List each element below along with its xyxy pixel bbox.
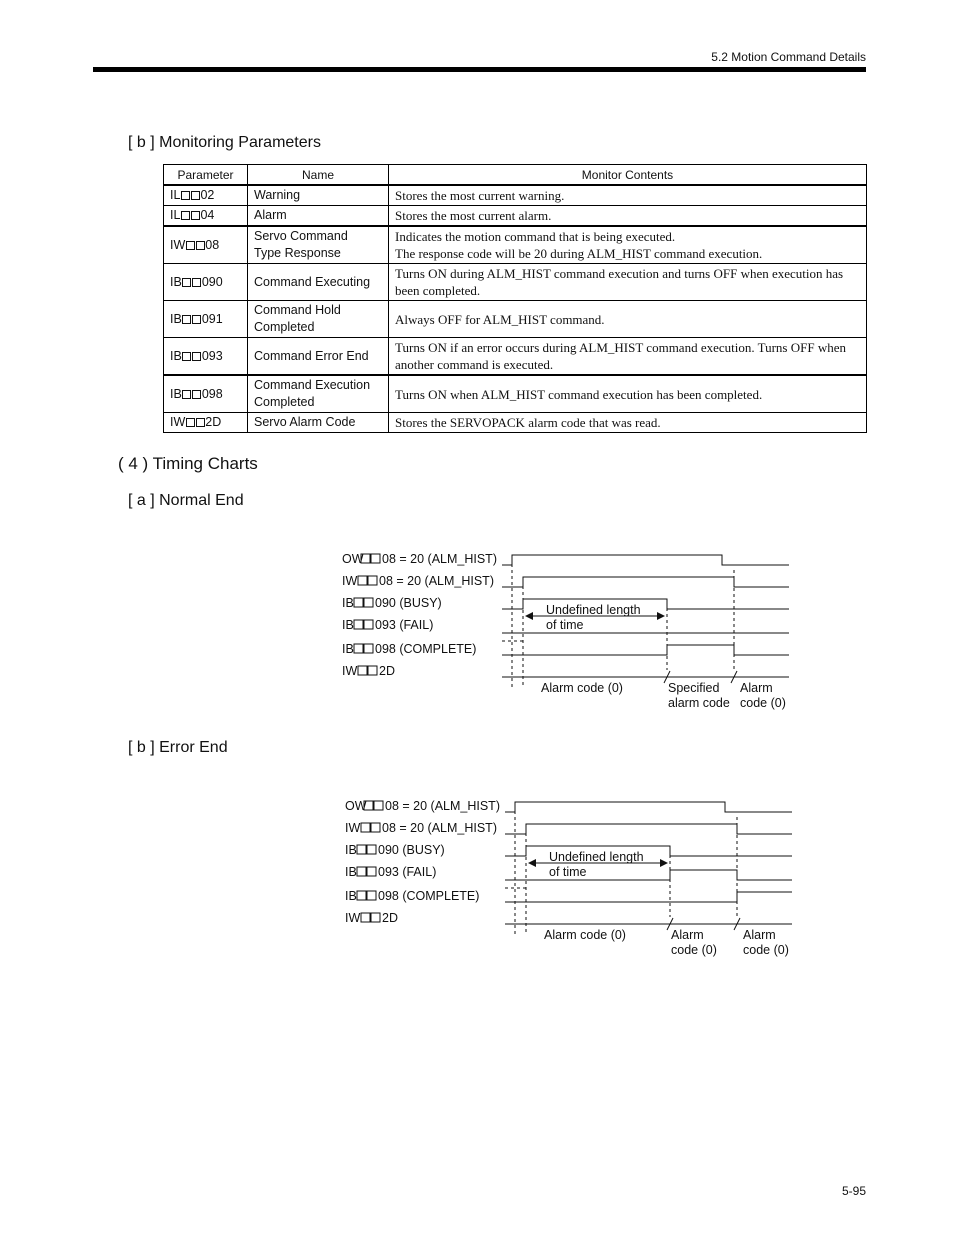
- signal-suffix: 090 (BUSY): [378, 843, 445, 857]
- signal-label: [342, 618, 433, 632]
- signal-label: [342, 574, 494, 588]
- signal-suffix: 2D: [379, 664, 395, 678]
- alarm-code-label: Specified alarm code: [668, 681, 730, 710]
- signal-prefix: IB: [345, 889, 357, 903]
- signal-suffix: 090 (BUSY): [375, 596, 442, 610]
- parameter-cell: IL 02: [164, 185, 248, 206]
- arrow-head: [528, 859, 536, 867]
- name-cell: Servo Command Type Response: [248, 226, 389, 264]
- signal-suffix: 08 = 20 (ALM_HIST): [382, 821, 497, 835]
- table-row: [164, 375, 867, 413]
- arrow-head: [660, 859, 668, 867]
- signal-waveform-command: [505, 802, 792, 812]
- signal-waveform-complete: [502, 645, 789, 655]
- signal-waveform-response: [505, 824, 792, 834]
- header-rule: [93, 67, 866, 72]
- alarm-code-label: Alarm code (0): [544, 928, 626, 942]
- error-end-title: [ b ] Error End: [128, 739, 228, 756]
- contents-cell: Always OFF for ALM_HIST command.: [389, 301, 867, 338]
- undefined-length-label: Undefined length of time: [546, 603, 641, 632]
- signal-prefix: IW: [342, 664, 358, 678]
- column-header: Monitor Contents: [389, 165, 867, 186]
- placeholder-box: [361, 823, 370, 832]
- signal-label: [342, 664, 395, 678]
- name-cell: Alarm: [248, 206, 389, 227]
- name-cell: Warning: [248, 185, 389, 206]
- parameter-cell: IL 04: [164, 206, 248, 227]
- placeholder-box: [364, 598, 373, 607]
- parameter-cell: IW 2D: [164, 413, 248, 433]
- placeholder-box: [368, 576, 377, 585]
- contents-cell: Stores the most current alarm.: [389, 206, 867, 227]
- placeholder-box: [371, 913, 380, 922]
- signal-label: [342, 642, 476, 656]
- signal-prefix: IW: [345, 911, 361, 925]
- alarm-code-label: Alarm code (0): [743, 928, 789, 957]
- signal-prefix: IB: [342, 642, 354, 656]
- placeholder-box: [367, 891, 376, 900]
- signal-waveform-complete: [505, 892, 792, 902]
- page-number: 5-95: [841, 1184, 866, 1198]
- table-row: [164, 338, 867, 376]
- table-row: [164, 226, 867, 264]
- signal-suffix: 08 = 20 (ALM_HIST): [382, 552, 497, 566]
- name-cell: Command Error End: [248, 338, 389, 376]
- monitoring-title: [ b ] Monitoring Parameters: [128, 134, 321, 151]
- signal-label: [345, 821, 497, 835]
- contents-cell: Turns ON when ALM_HIST command execution has been completed.: [389, 375, 867, 413]
- signal-prefix: OW: [342, 552, 364, 566]
- placeholder-box: [358, 576, 367, 585]
- placeholder-box: [357, 867, 366, 876]
- signal-suffix: 098 (COMPLETE): [378, 889, 480, 903]
- signal-prefix: IB: [345, 865, 357, 879]
- signal-label: [342, 552, 497, 566]
- table-row: [164, 206, 867, 227]
- signal-prefix: IW: [345, 821, 361, 835]
- placeholder-box: [357, 845, 366, 854]
- alarm-code-label: Alarm code (0): [671, 928, 717, 957]
- placeholder-box: [371, 823, 380, 832]
- undefined-length-label: Undefined length of time: [549, 850, 644, 879]
- column-header: Name: [248, 165, 389, 186]
- signal-waveform-command: [502, 555, 789, 565]
- table-header-row: [164, 165, 867, 186]
- column-header: Parameter: [164, 165, 248, 186]
- signal-suffix: 093 (FAIL): [378, 865, 437, 879]
- signal-label: [345, 799, 500, 813]
- placeholder-box: [364, 644, 373, 653]
- table-row: [164, 413, 867, 433]
- contents-cell: Stores the SERVOPACK alarm code that was read.: [389, 413, 867, 433]
- alarm-code-label: Alarm code (0): [541, 681, 623, 695]
- table-body: [164, 185, 867, 433]
- parameter-cell: IB 090: [164, 264, 248, 301]
- placeholder-box: [368, 666, 377, 675]
- placeholder-box: [371, 554, 380, 563]
- normal-end-title: [ a ] Normal End: [128, 492, 244, 509]
- arrow-head: [657, 612, 665, 620]
- normal-end-timing-chart: [0, 540, 954, 720]
- placeholder-box: [361, 913, 370, 922]
- signal-suffix: 08 = 20 (ALM_HIST): [385, 799, 500, 813]
- table-row: [164, 264, 867, 301]
- placeholder-box: [374, 801, 383, 810]
- name-cell: Command Execution Completed: [248, 375, 389, 413]
- parameter-cell: IB 098: [164, 375, 248, 413]
- signal-label: [345, 865, 436, 879]
- placeholder-box: [357, 891, 366, 900]
- contents-cell: Turns ON if an error occurs during ALM_HIST command execution. Turns OFF when another command is executed.: [389, 338, 867, 376]
- signal-suffix: 2D: [382, 911, 398, 925]
- table-row: [164, 301, 867, 338]
- parameter-cell: IW 08: [164, 226, 248, 264]
- name-cell: Command Hold Completed: [248, 301, 389, 338]
- placeholder-box: [354, 644, 363, 653]
- signal-label: [345, 843, 445, 857]
- signal-label: [345, 911, 398, 925]
- placeholder-box: [367, 867, 376, 876]
- error-end-timing-chart: [0, 787, 954, 967]
- placeholder-box: [367, 845, 376, 854]
- monitoring-parameters-table: [163, 164, 867, 433]
- signal-prefix: IB: [342, 618, 354, 632]
- signal-prefix: IW: [342, 574, 358, 588]
- placeholder-box: [358, 666, 367, 675]
- placeholder-box: [354, 620, 363, 629]
- parameter-cell: IB 093: [164, 338, 248, 376]
- name-cell: Servo Alarm Code: [248, 413, 389, 433]
- contents-cell: Turns ON during ALM_HIST command execution and turns OFF when execution has been completed.: [389, 264, 867, 301]
- signal-label: [345, 889, 479, 903]
- section-header: 5.2 Motion Command Details: [711, 50, 866, 64]
- timing-charts-title: ( 4 ) Timing Charts: [118, 454, 258, 473]
- signal-waveform-response: [502, 577, 789, 587]
- alarm-code-label: Alarm code (0): [740, 681, 786, 710]
- contents-cell: Stores the most current warning.: [389, 185, 867, 206]
- placeholder-box: [364, 620, 373, 629]
- parameter-cell: IB 091: [164, 301, 248, 338]
- signal-suffix: 093 (FAIL): [375, 618, 434, 632]
- signal-label: [342, 596, 442, 610]
- signal-prefix: OW: [345, 799, 367, 813]
- signal-suffix: 08 = 20 (ALM_HIST): [379, 574, 494, 588]
- signal-prefix: IB: [345, 843, 357, 857]
- arrow-head: [525, 612, 533, 620]
- signal-prefix: IB: [342, 596, 354, 610]
- placeholder-box: [354, 598, 363, 607]
- signal-suffix: 098 (COMPLETE): [375, 642, 477, 656]
- name-cell: Command Executing: [248, 264, 389, 301]
- contents-cell: Indicates the motion command that is being executed. The response code will be 20 during ALM_HIST command execution.: [389, 226, 867, 264]
- table-row: [164, 185, 867, 206]
